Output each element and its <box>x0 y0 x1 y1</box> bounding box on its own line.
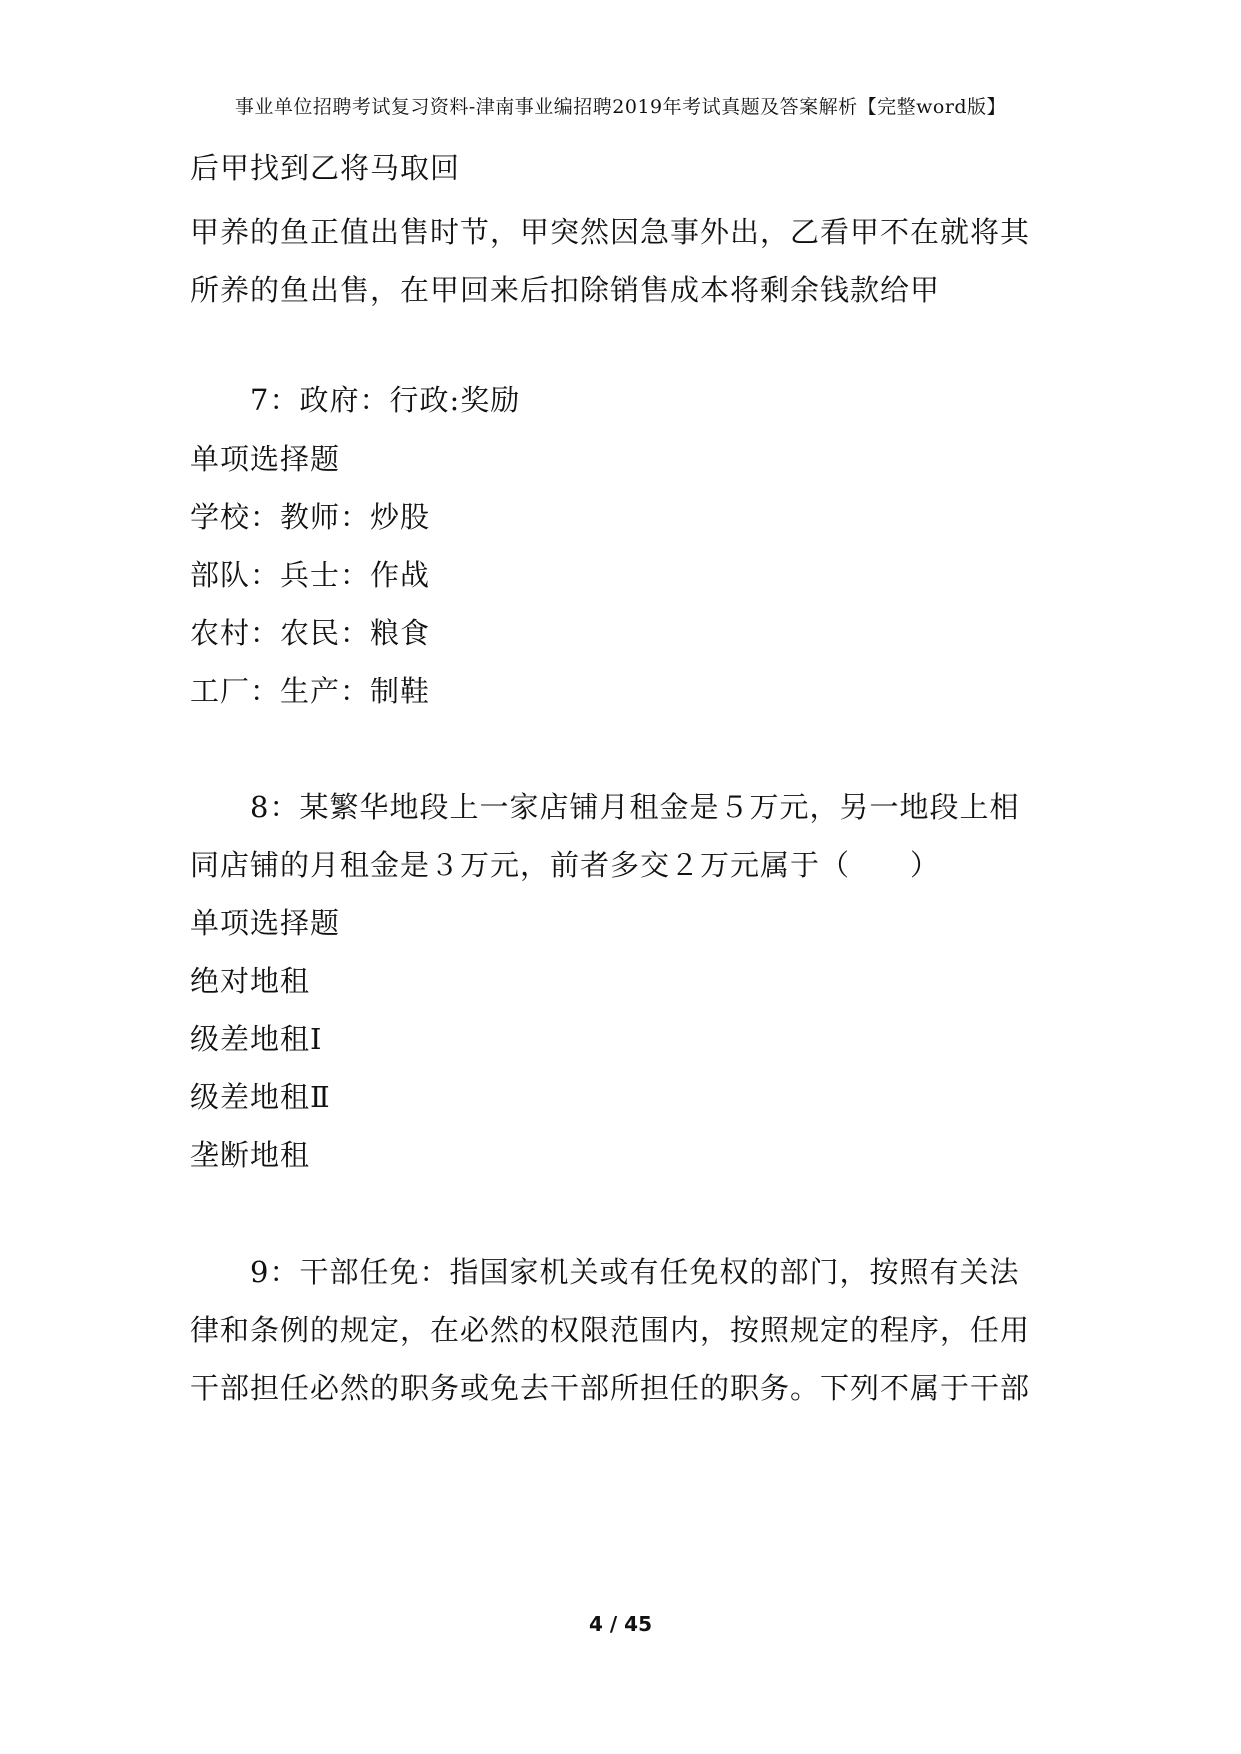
question-type: 单项选择题 <box>190 442 341 476</box>
answer-line: 后甲找到乙将马取回 <box>190 151 461 185</box>
question-7-text: 7：政府：行政:奖励 <box>250 383 521 417</box>
answer-line: 所养的鱼出售，在甲回来后扣除销售成本将剩余钱款给甲 <box>190 273 941 307</box>
option: 级差地租Ⅰ <box>190 1022 323 1056</box>
question-8-text: 8：某繁华地段上一家店铺月租金是５万元，另一地段上相 <box>250 790 1020 824</box>
option: 垄断地租 <box>190 1138 311 1172</box>
option: 绝对地租 <box>190 964 311 998</box>
question-type: 单项选择题 <box>190 906 341 940</box>
option: 部队：兵士：作战 <box>190 558 431 592</box>
option: 农村：农民：粮食 <box>190 616 431 650</box>
option: 工厂：生产：制鞋 <box>190 674 431 708</box>
question-9-text: 律和条例的规定，在必然的权限范围内，按照规定的程序，任用 <box>190 1313 1031 1347</box>
page-number: 4 / 45 <box>589 1612 652 1636</box>
question-8-text: 同店铺的月租金是３万元，前者多交２万元属于（ ） <box>190 848 941 882</box>
option: 级差地租Ⅱ <box>190 1080 331 1114</box>
page-header: 事业单位招聘考试复习资料-津南事业编招聘2019年考试真题及答案解析【完整word版】 <box>234 96 1007 118</box>
question-9-text: 干部担任必然的职务或免去干部所担任的职务。下列不属于干部 <box>190 1371 1031 1405</box>
option: 学校：教师：炒股 <box>190 500 431 534</box>
answer-line: 甲养的鱼正值出售时节，甲突然因急事外出，乙看甲不在就将其 <box>190 215 1031 249</box>
question-9-text: 9：干部任免：指国家机关或有任免权的部门，按照有关法 <box>250 1255 1020 1289</box>
